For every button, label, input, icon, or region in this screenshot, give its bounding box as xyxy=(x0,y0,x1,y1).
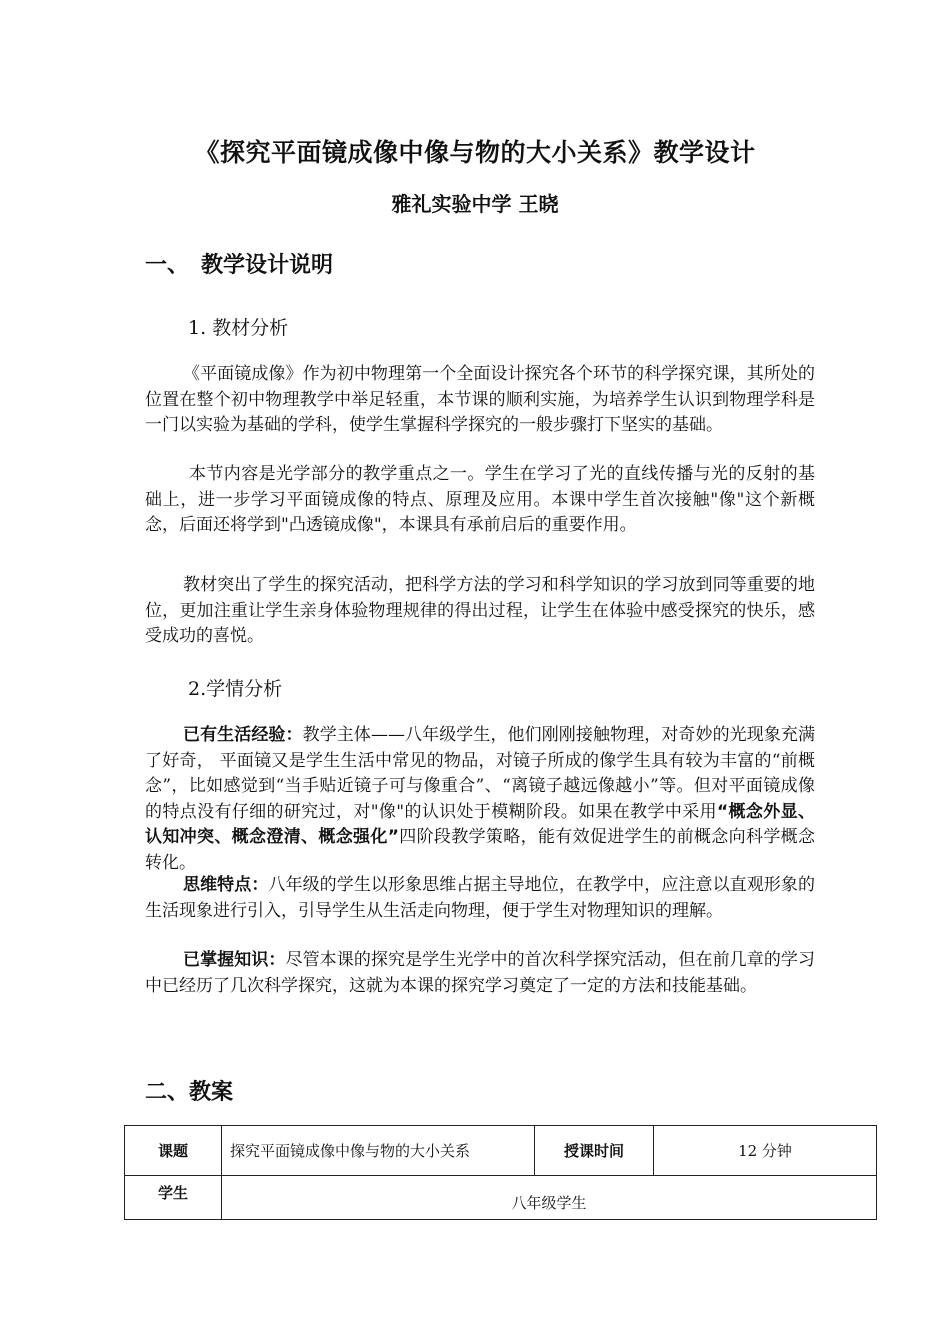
topic-label-cell: 课题 xyxy=(125,1126,222,1176)
section1-number: 一、 xyxy=(145,253,190,278)
topic-value-cell: 探究平面镜成像中像与物的大小关系 xyxy=(222,1126,535,1176)
section1-title: 教学设计说明 xyxy=(201,253,334,278)
learner-analysis-paragraph-experience xyxy=(145,723,815,876)
section2-number: 二、 xyxy=(145,1080,190,1105)
knowledge-label: 已掌握知识： xyxy=(183,950,286,970)
section2-title: 教案 xyxy=(189,1080,234,1105)
thinking-text: 八年级的学生以形象思维占据主导地位，在教学中，应注意以直观形象的生活现象进行引入，引导学生从生活走向物理，便于学生对物理知识的理解。 xyxy=(145,875,816,921)
document-author: 雅礼实验中学 王晓 xyxy=(391,192,559,216)
learner-analysis-paragraph-knowledge xyxy=(145,948,815,999)
textbook-analysis-paragraph-2: 本节内容是光学部分的教学重点之一。学生在学习了光的直线传播与光的反射的基础上，进一步学习平面镜成像的特点、原理及应用。本课中学生首次接触"像"这个新概念，后面还将学到"凸透镜成像"，本课具有承前启后的重要作用。 xyxy=(145,464,815,535)
subsection-learner-analysis-heading: 2.学情分析 xyxy=(188,678,283,700)
textbook-analysis-paragraph-1: 《平面镜成像》作为初中物理第一个全面设计探究各个环节的科学探究课，其所处的位置在整个初中物理教学中举足轻重，本节课的顺利实施，为培养学生认识到物理学科是一门以实验为基础的学科，使学生掌握科学探究的一般步骤打下坚实的基础。 xyxy=(145,364,815,435)
table-row xyxy=(125,1176,877,1220)
subsection-textbook-analysis-heading: 1. 教材分析 xyxy=(188,317,289,339)
time-value-cell: 12 分钟 xyxy=(654,1126,877,1176)
section1-heading xyxy=(145,248,333,279)
experience-text: 教学主体——八年级学生，他们刚刚接触物理，对奇妙的光现象充满了好奇， 平面镜又是学生生活中常见的物品，对镜子所成的像学生具有较为丰富的“前概念”，比如感觉到“当手贴近镜子可与像重合”、“离镜子越远像越小”等。但对平面镜成像的特点没有仔细的研究过，对"像"的认识处于模糊阶段。如果在教学中采用 xyxy=(145,725,816,822)
student-label-cell: 学生 xyxy=(125,1176,222,1220)
knowledge-text: 尽管本课的探究是学生光学中的首次科学探究活动，但在前几章的学习中已经历了几次科学探究，这就为本课的探究学习奠定了一定的方法和技能基础。 xyxy=(145,950,815,996)
experience-tail: 四阶段教学策略，能有效促进学生的前概念向科学概念转化。 xyxy=(145,827,815,873)
thinking-label: 思维特点： xyxy=(183,875,269,895)
lesson-plan-table xyxy=(124,1125,877,1220)
document-title: 《探究平面镜成像中像与物的大小关系》教学设计 xyxy=(194,138,756,167)
textbook-analysis-paragraph-3: 教材突出了学生的探究活动，把科学方法的学习和科学知识的学习放到同等重要的地位，更加注重让学生亲身体验物理规律的得出过程，让学生在体验中感受探究的快乐，感受成功的喜悦。 xyxy=(145,575,815,646)
student-value-cell: 八年级学生 xyxy=(222,1176,877,1220)
experience-strategy: “概念外显、认知冲突、概念澄清、概念强化” xyxy=(145,801,815,847)
learner-analysis-paragraph-thinking xyxy=(145,873,815,924)
section2-heading xyxy=(145,1075,233,1106)
time-label-cell: 授课时间 xyxy=(535,1126,654,1176)
table-row xyxy=(125,1126,877,1176)
experience-label: 已有生活经验： xyxy=(183,725,303,745)
